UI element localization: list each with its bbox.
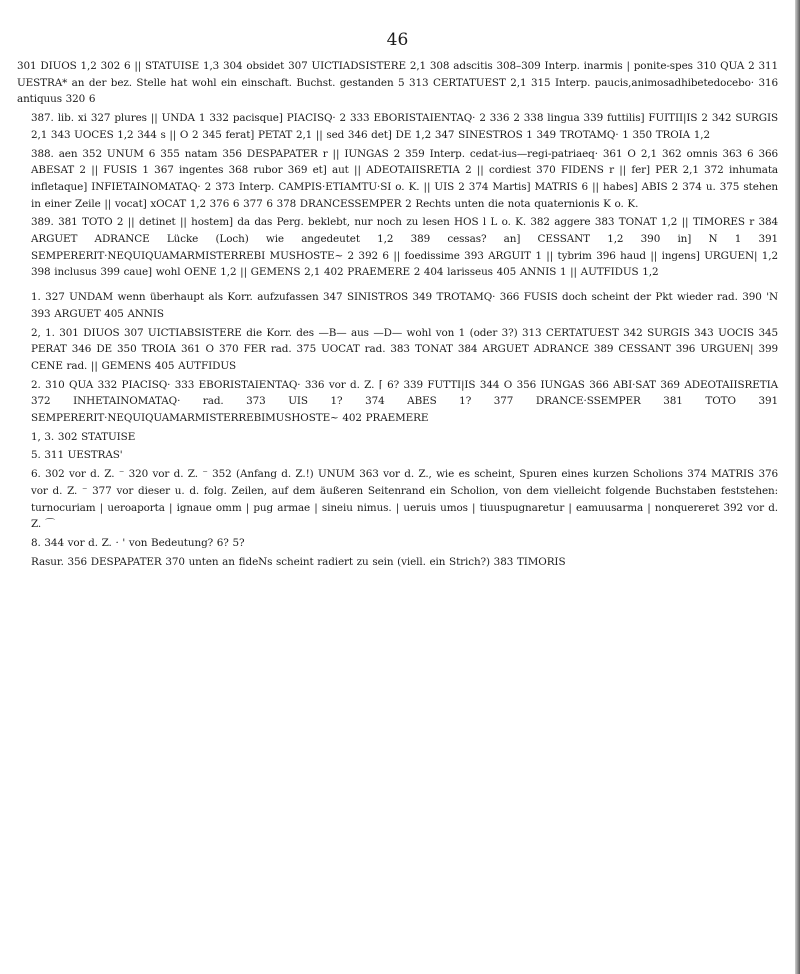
variant-2: 2. 310 QUA 332 PIACISQ· 333 EBORISTAIENTAQ· 336 vor d. Z. ⌈ 6? 339 FUTTI|IS 344 O 356 IUNGAS 366 ABI·SAT 369 ADEOTAIISRETIA 372 INHETAINOMATAQ· rad. 373 UIS 1? 374 ABES 1? 377 DRANCE·SSEMPER 381 TOTO 391 SEMPERERIT·NEQUIQUAMARMISTERREBIMUSHOSTE~ 402 PRAEMERE (31, 378, 778, 425)
apparatus-block-2: 387. lib. xi 327 plures || UNDA 1 332 pacisque] PIACISQ· 2 333 EBORISTAIENTAQ· 2 336 2 338 lingua 339 futtilis] FUITII|IS 2 342 SURGIS 2,1 343 UOCES 1,2 344 s || O 2 345 ferat] PETAT 2,1 || sed 346 det] DE 1,2 347 SINESTROS 1 349 TROTAMQ· 1 350 TROIA 1,2 (31, 112, 778, 141)
apparatus-block-4: 389. 381 TOTO 2 || detinet || hostem] da das Perg. beklebt, nur noch zu lesen HOS l L o. K. 382 aggere 383 TONAT 1,2 || TIMORES r 384 ARGUET ADRANCE Lücke (Loch) wie angedeutet 1,2 389 cessas? an] CESSANT 1,2 390 in] N 1 391 SEMPERERIT·NEQUIQUAMARMISTERREBI MUSHOSTE~ 2 392 6 || foedissime 393 ARGUIT 1 || tybrim 396 haud || ingens] URGUEN| 1,2 398 inclusus 399 caue] wohl OENE 1,2 || GEMENS 2,1 402 PRAEMERE 2 404 larisseus 405 ANNIS 1 || AUTFIDUS 1,2 (31, 216, 778, 279)
variant-1-3: 1, 3. 302 STATUISE (31, 430, 136, 443)
variant-1: 1. 327 UNDAM wenn überhaupt als Korr. aufzufassen 347 SINISTROS 349 TROTAMQ· 366 FUSIS doch scheint der Pkt wieder rad. 390 'N 393 ARGUET 405 ANNIS (31, 291, 778, 320)
rasur-note: Rasur. 356 DESPAPATER 370 unten an fideNs scheint radiert zu sein (viell. ein Strich?) 383 TIMORIS (31, 555, 566, 568)
apparatus-block-1: 301 DIUOS 1,2 302 6 || STATUISE 1,3 304 obsidet 307 UICTIADSISTERE 2,1 308 adscitis 308–309 Interp. inarmis | ponite-spes 310 QUA 2 311 UESTRA* an der bez. Stelle hat wohl ein einschaft. Buchst. gestanden 5 313 CERTATUEST 2,1 315 Interp. paucis,animosadhibetedocebo· 316 antiquus 320 6 (17, 60, 778, 106)
variant-2-1: 2, 1. 301 DIUOS 307 UICTIABSISTERE die Korr. des —B— aus —D— wohl von 1 (oder 3?) 313 CERTATUEST 342 SURGIS 343 UOCIS 345 PERAT 346 DE 350 TROIA 361 O 370 FER rad. 375 UOCAT rad. 383 TONAT 384 ARGUET ADRANCE 389 CESSANT 396 URGUEN| 399 CENE rad. || GEMENS 405 AUTFIDUS (31, 326, 778, 372)
variant-5: 5. 311 UESTRAS' (31, 449, 123, 462)
variant-6: 6. 302 vor d. Z. ⁻ 320 vor d. Z. ⁻ 352 (Anfang d. Z.!) UNUM 363 vor d. Z., wie es scheint, Spuren eines kurzen Scholions 374 MATRIS 376 vor d. Z. ⁻ 377 vor dieser u. d. folg. Zeilen, auf dem äußeren Seitenrand ein Scholion, von dem vielleicht folgende Buchstaben feststehen: turnocuriam | ueroaporta | ignaue omm | pug armae | sineiu nimus. | ueruis umos | tiuuspugnaretur | eamuusarma | nonquereret 392 vor d. Z. ⌒ (31, 468, 778, 531)
page-edge-shadow (795, 0, 800, 974)
apparatus-block-3: 388. aen 352 UNUM 6 355 natam 356 DESPAPATER r || IUNGAS 2 359 Interp. cedat-ius—regi-patriaeq· 361 O 2,1 362 omnis 363 6 366 ABESAT 2 || FUSIS 1 367 ingentes 368 rubor 369 et] aut || ADEOTAIISRETIA 2 || cordiest 370 FIDENS r || fer] PER 2,1 372 inhumata infletaque] INFIETAINOMATAQ· 2 373 Interp. CAMPIS·ETIAMTU·SI o. K. || UIS 2 374 Martis] MATRIS 6 || habes] ABIS 2 374 u. 375 stehen in einer Zeile || vocat] xOCAT 1,2 376 6 377 6 378 DRANCESSEMPER 2 Rechts unten die nota quaternionis K o. K. (31, 147, 778, 210)
variant-8: 8. 344 vor d. Z. · ' von Bedeutung? 6? 5? (31, 536, 245, 549)
critical-apparatus (17, 58, 778, 570)
page-number: 46 (386, 30, 409, 50)
